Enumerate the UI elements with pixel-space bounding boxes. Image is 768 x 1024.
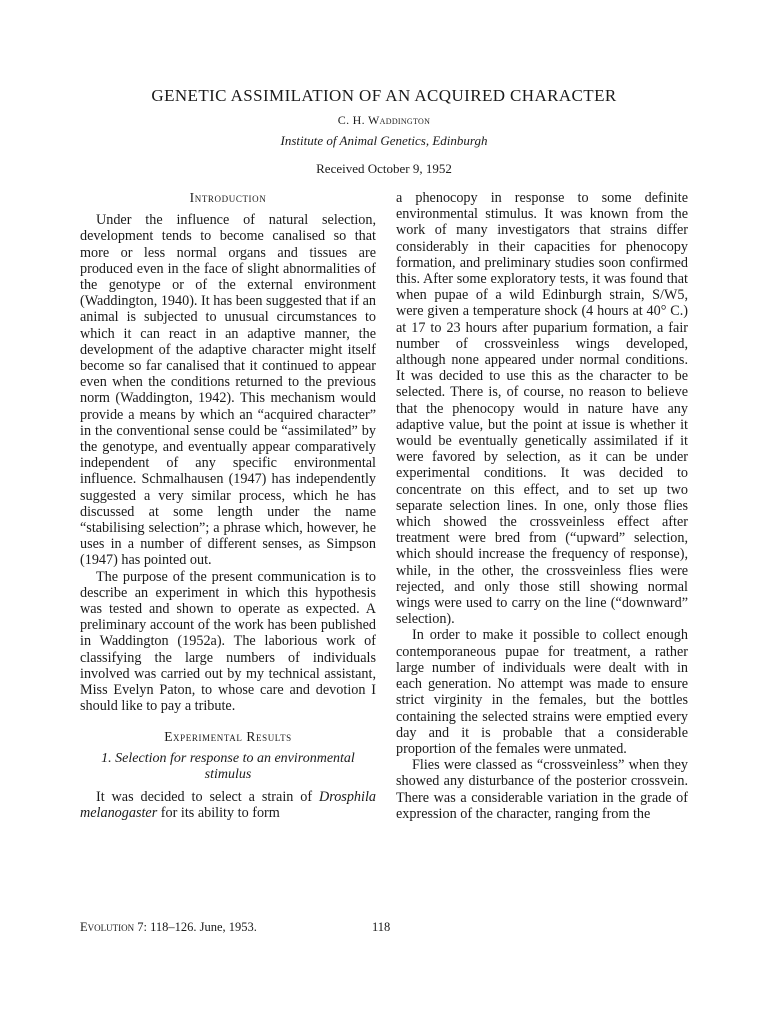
page-number: 118 bbox=[372, 920, 391, 934]
received-date: Received October 9, 1952 bbox=[316, 161, 452, 176]
species-name: Drosphila melanogaster bbox=[80, 788, 376, 821]
results-paragraph-1 bbox=[80, 789, 376, 821]
intro-paragraph-2: The purpose of the present communication is to describe an experiment in which this hypothesis was tested and shown to operate as expected. A preliminary account of the work has been published in Waddington (1952a). The laborious work of classifying the large numbers of individuals involved was carried out by my technical assistant, Miss Evelyn Paton, to whose care and devotion I should like to pay a tribute. bbox=[80, 568, 376, 715]
article-title: GENETIC ASSIMILATION OF AN ACQUIRED CHARACTER bbox=[151, 86, 617, 105]
results-text-start: It was decided to select a strain of bbox=[96, 788, 319, 805]
citation-details: 7: 118–126. June, 1953. bbox=[134, 920, 257, 934]
institute-affiliation: Institute of Animal Genetics, Edinburgh bbox=[280, 133, 488, 148]
right-paragraph-1: a phenocopy in response to some definite environmental stimulus. It was known from the work of many investigators that strains differ considerably in their capacities for phenocopy formation, and preliminary studies soon confirmed this. After some exploratory tests, it was found that when pupae of a wild Edinburgh strain, S/W5, were given a temperature shock (4 hours at 40° C.) at 17 to 23 hours after puparium formation, a fair number of crossveinless wings developed, although none appeared under normal conditions. It was decided to use this as the character to be selected. There is, of course, no reason to believe that the phenocopy would in nature have any adaptive value, but the point at issue is whether it would be eventually genetically assimilated if it were favored by selection, as it can be under experimental conditions. It was decided to concentrate on this effect, and to set up two separate selection lines. In one, only those flies which showed the crossveinless effect after treatment were bred from (“upward” selection, which should increase the frequency of response), while, in the other, the crossveinless flies were rejected, and only those still showing normal wings were used to carry on the line (“downward” selection). bbox=[396, 190, 688, 628]
right-column bbox=[396, 190, 688, 822]
journal-citation bbox=[80, 920, 257, 935]
intro-paragraph-1: Under the influence of natural selection, development tends to become canalised so that more or less normal organs and tissues are produced even in the face of slight abnormalities of the genotype or of the external environment (Waddington, 1940). It has been suggested that if an animal is subjected to unusual circumstances to which it can react in an adaptive manner, the development of the adaptive character might itself become so far canalised that it continued to appear even when the conditions returned to the previous norm (Waddington, 1942). This mechanism would provide a means by which an “acquired character” in the conventional sense could be “assimilated” by the genotype, and eventually appear comparatively independent of any specific environmental influence. Schmalhausen (1947) has independently suggested a very similar process, which he has discussed at some length under the name “stabilising selection”; a phrase which, however, he uses in a number of different senses, as Simpson (1947) has pointed out. bbox=[80, 212, 376, 569]
experimental-results-heading: Experimental Results bbox=[164, 728, 292, 744]
author-name: C. H. Waddington bbox=[337, 113, 431, 127]
left-column bbox=[80, 190, 376, 821]
section-subheading: 1. Selection for response to an environmental stimulus bbox=[101, 750, 355, 782]
results-text-end: for its ability to form bbox=[157, 804, 280, 821]
introduction-heading: Introduction bbox=[189, 190, 267, 205]
journal-name: Evolution bbox=[80, 920, 135, 934]
right-paragraph-3: Flies were classed as “crossveinless” when they showed any disturbance of the posterior crossvein. There was a considerable variation in the grade of expression of the character, ranging from the bbox=[396, 757, 688, 822]
right-paragraph-2: In order to make it possible to collect enough contemporaneous pupae for treatment, a rather large number of individuals were dealt with in each generation. No attempt was made to ensure strict virginity in the females, but the bottles containing the selected strains were emptied every day and it is probable that a considerable proportion of the females were unmated. bbox=[396, 627, 688, 757]
